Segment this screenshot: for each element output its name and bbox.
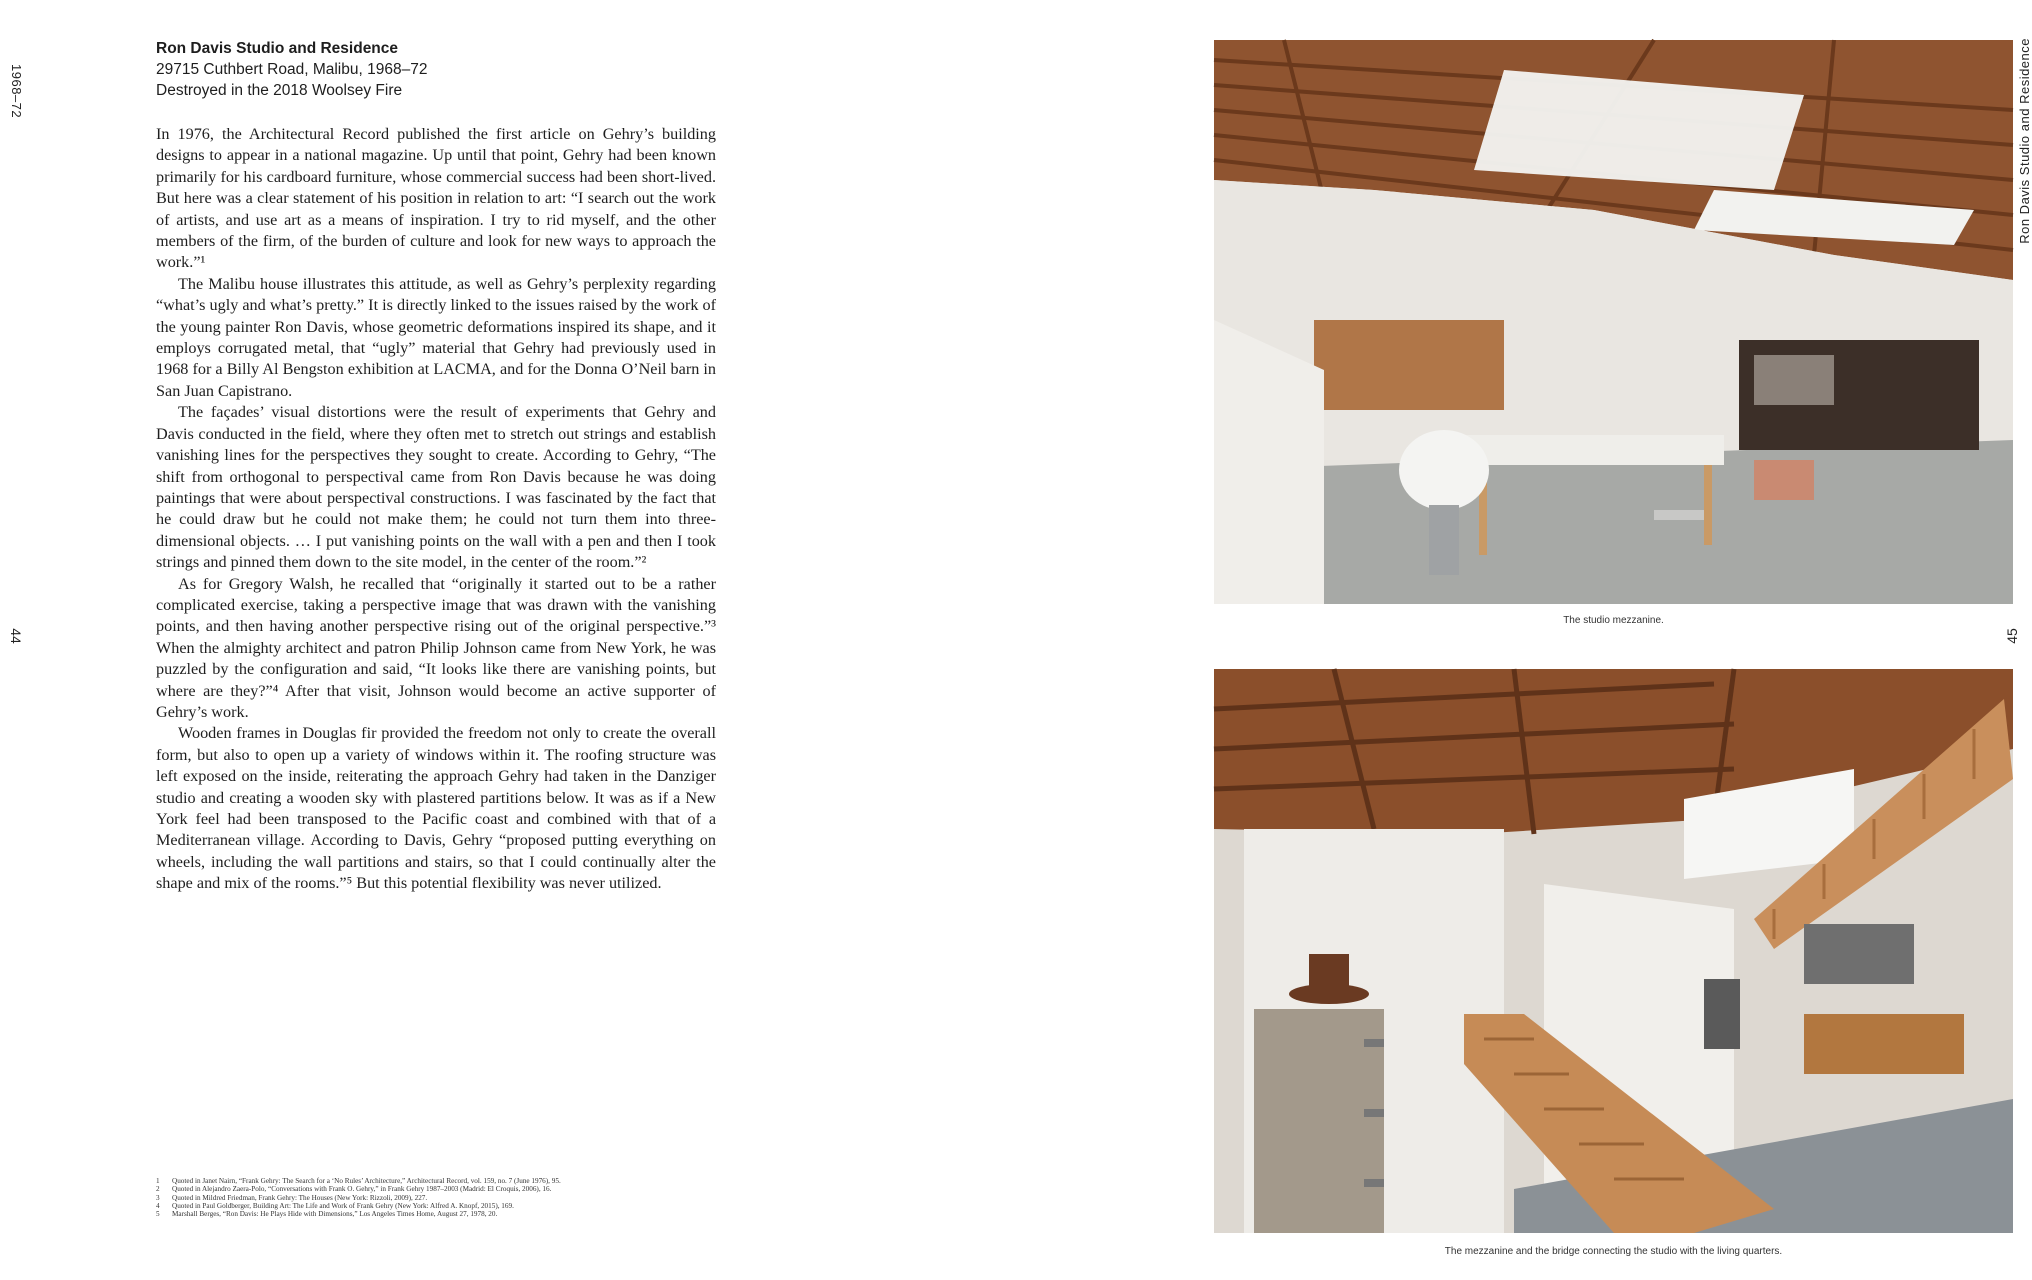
left-page <box>0 0 1014 1280</box>
footnote: 1 Quoted in Janet Nairn, “Frank Gehry: The Search for a ‘No Rules’ Architecture,” Architectural Record, vol. 159, no. 7 (June 1976), 95. <box>156 1177 561 1185</box>
page-number-left: 44 <box>7 628 24 644</box>
paragraph: Wooden frames in Douglas fir provided the freedom not only to create the overall form, but also to open up a variety of windows within it. The roofing structure was left exposed on the inside, reiterating the approach Gehry had taken in the Danziger studio and creating a wooden sky with plastered partitions below. It was as if a New York feel had been transposed to the Pacific coast and combined with that of a Mediterranean village. According to Davis, Gehry “proposed putting everything on wheels, including the wall partitions and stairs, so that I could continually alter the shape and mix of the rooms.”⁵ But this potential flexibility was never utilized. <box>156 724 716 893</box>
project-status: Destroyed in the 2018 Woolsey Fire <box>156 82 403 99</box>
mezzanine-bridge-photo <box>1214 669 2013 1233</box>
paragraph: The façades’ visual distortions were the result of experiments that Gehry and Davis conducted in the field, where they often met to stretch out strings and establish vanishing lines for the perspectives they sought to create. According to Gehry, “The shift from orthogonal to perspectival came from Ron Davis because he was doing paintings that were about perspectival constructions. I was fascinated by the fact that he could draw but he could not make them; he could not turn them into three-dimensional objects. … I put vanishing points on the wall with a pen and then I took strings and pinned them down to the site model, in the center of the room.”² <box>156 403 716 572</box>
page-number-right: 45 <box>2003 628 2020 644</box>
footnote: 5 Marshall Berges, “Ron Davis: He Plays Hide with Dimensions,” Los Angeles Times Home, August 27, 1978, 20. <box>156 1210 498 1219</box>
body-text <box>156 124 716 895</box>
footnotes <box>156 1177 716 1218</box>
footnote: 4 Quoted in Paul Goldberger, Building Art: The Life and Work of Frank Gehry (New York: Alfred A. Knopf, 2015), 169. <box>156 1201 514 1210</box>
studio-mezzanine-photo <box>1214 40 2013 604</box>
photo-caption: The mezzanine and the bridge connecting the studio with the living quarters. <box>1444 1246 1783 1257</box>
right-page <box>1014 0 2032 1280</box>
running-head-title: Ron Davis Studio and Residence <box>2017 38 2032 244</box>
paragraph: As for Gregory Walsh, he recalled that “originally it started out to be a rather complicated exercise, taking a perspective image that was drawn with the vanishing points, and then having another perspective rising out of the original perspective.”³ When the almighty architect and patron Philip Johnson came from New York, he was puzzled by the configuration and said, “It looks like there are vanishing points, but where are they?”⁴ After that visit, Johnson would become an active supporter of Gehry’s work. <box>156 574 716 721</box>
footnote: 2 Quoted in Alejandro Zaera-Polo, “Conversations with Frank O. Gehry,” in Frank Gehry 1987–2003 (Madrid: El Croquis, 2006), 16. <box>156 1185 552 1194</box>
paragraph: In 1976, the Architectural Record published the first article on Gehry’s building designs to appear in a national magazine. Up until that point, Gehry had been known primarily for his cardboard furniture, whose commercial success had been short-lived. But here was a clear statement of his position in relation to art: “I search out the work of artists, and use art as a means of inspiration. I try to rid myself, and the other members of the firm, of the burden of culture and look for new ways to approach the work.”¹ <box>156 125 716 272</box>
photo-caption: The studio mezzanine. <box>1563 615 1664 626</box>
project-title: Ron Davis Studio and Residence <box>156 40 399 57</box>
project-address: 29715 Cuthbert Road, Malibu, 1968–72 <box>156 61 428 78</box>
paragraph: The Malibu house illustrates this attitude, as well as Gehry’s perplexity regarding “what’s ugly and what’s pretty.” It is directly linked to the issues raised by the work of the young painter Ron Davis, whose geometric deformations inspired its shape, and it employs corrugated metal, that “ugly” material that Gehry had previously used in 1968 for a Billy Al Bengston exhibition at LACMA, and for the Donna O’Neil barn in San Juan Capistrano. <box>156 274 716 400</box>
running-head-date: 1968–72 <box>9 64 24 119</box>
project-header <box>156 38 427 101</box>
footnote: 3 Quoted in Mildred Friedman, Frank Gehry: The Houses (New York: Rizzoli, 2009), 227. <box>156 1193 428 1202</box>
